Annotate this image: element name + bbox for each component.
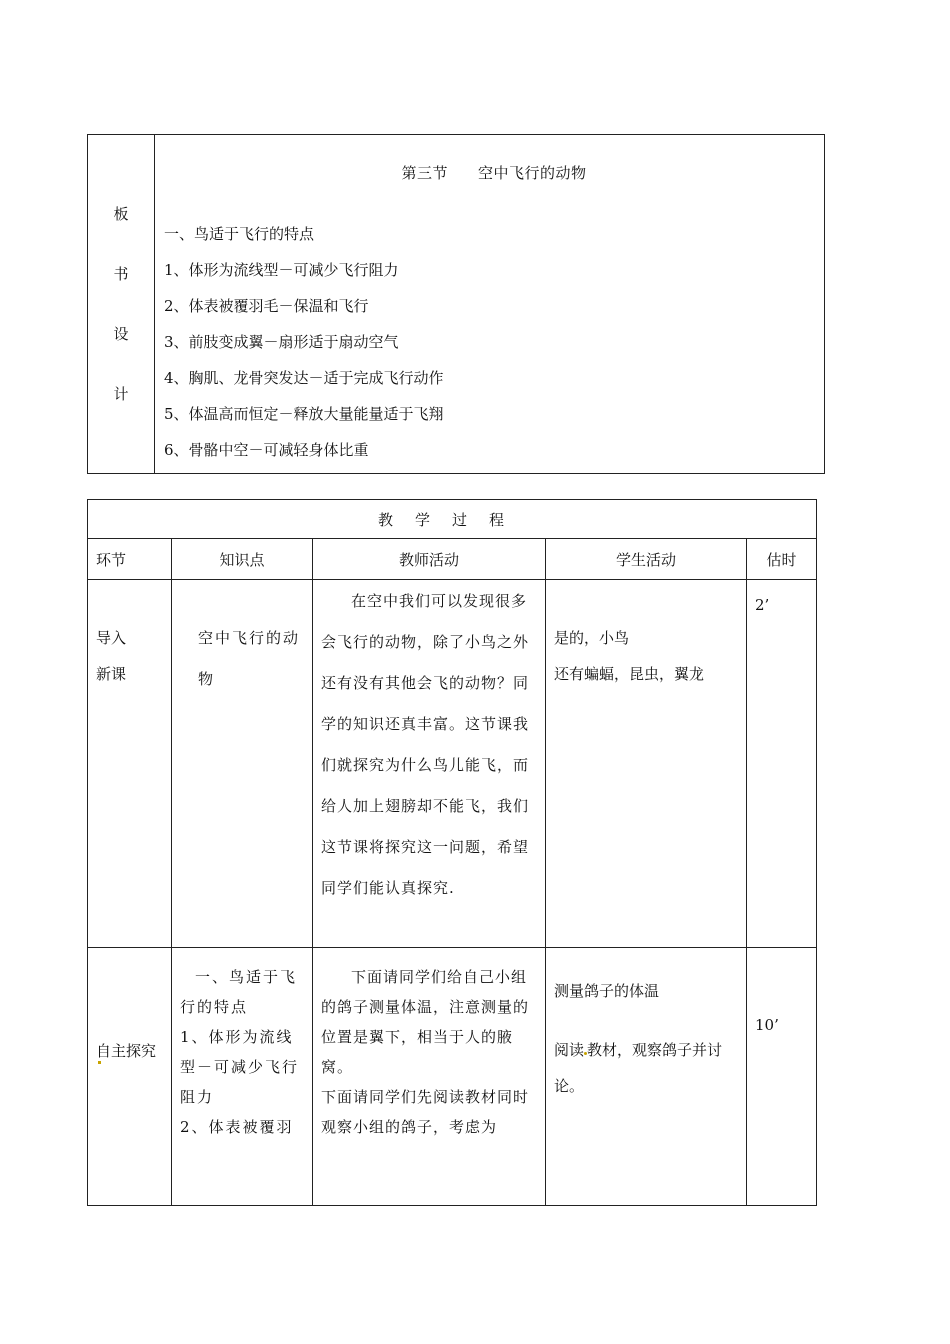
student-line: 还有蝙蝠，昆虫，翼龙 xyxy=(554,665,705,683)
header-stage: 环节 xyxy=(88,539,172,580)
label-char: 书 xyxy=(113,265,129,283)
label-char: 计 xyxy=(113,385,129,403)
board-line: 2、体表被覆羽毛－保温和飞行 xyxy=(164,297,369,315)
board-line: 4、胸肌、龙骨突发达－适于完成飞行动作 xyxy=(164,369,444,387)
teacher-cell xyxy=(313,948,546,1206)
knowledge-line: 一、鸟适于飞行的特点 xyxy=(180,968,298,1016)
teacher-paragraph: 下面请同学们给自己小组的鸽子测量体温，注意测量的位置是翼下，相当于人的腋窝。 xyxy=(321,968,530,1076)
section-title: 空中飞行的动物 xyxy=(478,164,587,182)
board-design-table xyxy=(87,134,825,474)
label-char: 设 xyxy=(113,325,129,343)
stage-line: 导入 xyxy=(96,629,127,647)
teacher-cell: 在空中我们可以发现很多会飞行的动物，除了小鸟之外还有没有其他会飞的动物？同学的知识还真丰富。这节课我们就探究为什么鸟儿能飞，而给人加上翅膀却不能飞，我们这节课将探究这一问题，希望同学们能认真探究. xyxy=(313,580,546,948)
student-cell xyxy=(546,948,747,1206)
header-row xyxy=(88,539,817,580)
stage-cell xyxy=(88,948,172,1206)
time-cell: 10’ xyxy=(747,948,817,1206)
label-char: 板 xyxy=(113,205,129,223)
section-number: 第三节 xyxy=(401,164,448,182)
header-time: 估时 xyxy=(747,539,817,580)
board-line: 5、体温高而恒定－释放大量能量适于飞翔 xyxy=(164,405,444,423)
time-cell: 2’ xyxy=(747,580,817,948)
student-line: 是的，小鸟 xyxy=(554,629,630,647)
board-title xyxy=(164,162,824,216)
student-line: 阅读 教材，观察鸽子并讨论。 xyxy=(554,1041,723,1095)
table-row xyxy=(88,948,817,1206)
stage-line: 新课 xyxy=(96,665,127,683)
board-line: 6、骨骼中空－可减轻身体比重 xyxy=(164,441,369,459)
process-title: 教学过程 xyxy=(88,500,817,539)
student-cell xyxy=(546,580,747,948)
board-design-content xyxy=(155,135,825,474)
board-line: 一、鸟适于飞行的特点 xyxy=(164,225,315,243)
knowledge-line: 1、体形为流线型－可减少飞行阻力 xyxy=(180,1028,300,1106)
stage-label: 自主探究 xyxy=(96,1042,157,1060)
knowledge-cell: 空中飞行的动物 xyxy=(172,580,313,948)
mark-dot xyxy=(98,1061,101,1064)
header-knowledge: 知识点 xyxy=(172,539,313,580)
teaching-process-table xyxy=(87,499,817,1206)
table-row xyxy=(88,580,817,948)
teacher-paragraph: 下面请同学们先阅读教材同时观察小组的鸽子，考虑为 xyxy=(321,1088,530,1136)
header-teacher: 教师活动 xyxy=(313,539,546,580)
stage-cell xyxy=(88,580,172,948)
knowledge-line: 2、体表被覆羽 xyxy=(180,1118,294,1136)
student-line: 测量鸽子的体温 xyxy=(554,982,660,1000)
header-student: 学生活动 xyxy=(546,539,747,580)
board-line: 1、体形为流线型－可减少飞行阻力 xyxy=(164,261,399,279)
board-line: 3、前肢变成翼－扇形适于扇动空气 xyxy=(164,333,399,351)
knowledge-cell xyxy=(172,948,313,1206)
board-design-label xyxy=(88,135,155,474)
